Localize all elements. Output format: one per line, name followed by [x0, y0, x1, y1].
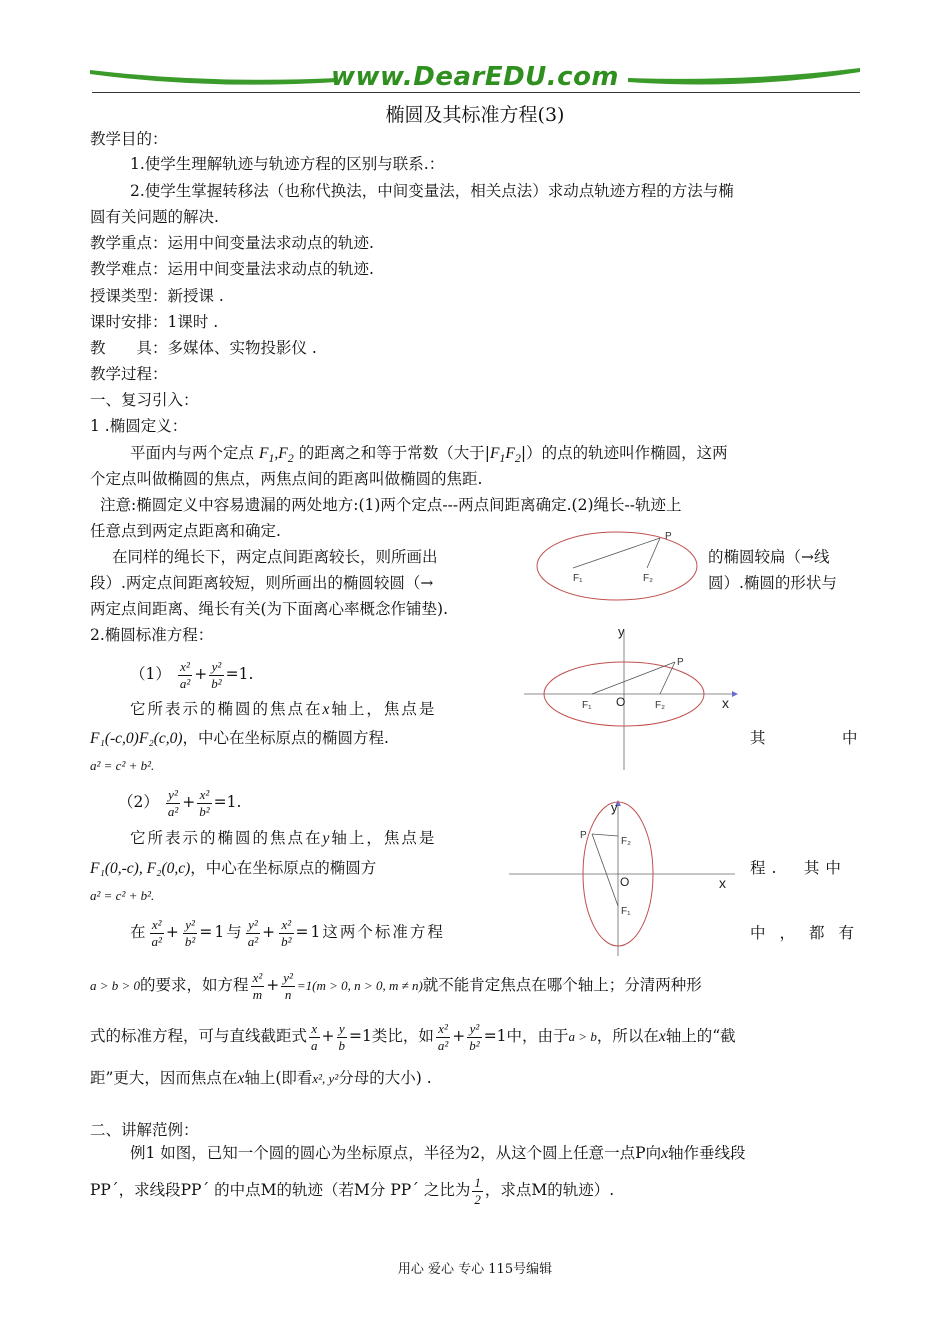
shape-line-3: 两定点间距离、绳长有关(为下面离心率概念作铺垫).: [90, 600, 449, 618]
page-title: 椭圆及其标准方程(3): [385, 104, 565, 126]
fig2-label-x: x: [722, 695, 729, 711]
site-logo[interactable]: www.DearEDU.com: [330, 62, 620, 92]
definition-heading: 1 .椭圆定义：: [90, 417, 188, 435]
eq2-tail: =1.: [213, 793, 242, 811]
ex1-axis-x: x: [661, 1145, 668, 1162]
req-a: a > b > 0: [90, 978, 141, 993]
dist-axis-x: x: [237, 1070, 245, 1087]
eq2-foci-line: [90, 856, 376, 881]
fig3-label-p: P: [580, 830, 587, 841]
eq2-label: （2）: [118, 793, 159, 811]
fig2-label-p: P: [677, 657, 684, 668]
shape-line-1b: 的椭圆较扁（→线: [708, 548, 830, 566]
both-frac-3: $\frac{\text{y²}}{\text{a²}}$: [247, 916, 259, 949]
fig1-label-f2: F₂: [643, 573, 653, 584]
objective-2a: 2.使学生掌握转移法（也称代换法，中间变量法，相关点法）求动点轨迹方程的方法与椭: [130, 182, 734, 200]
both-d: 中，都有: [750, 924, 869, 942]
intercept-axis-x: x: [658, 1028, 666, 1045]
def-text-c: |）的点的轨迹叫作椭圆，这两: [520, 444, 728, 462]
fig1-label-p: P: [665, 531, 672, 542]
fig2-label-f2: F₂: [655, 700, 665, 711]
equation-1: （1） $\frac{\text{x²}}{\text{a²}}$ + $\frac{\text{y²}}{\text{b²}}$ =1.: [130, 658, 254, 691]
shape-line-1a: 在同样的绳长下，两定点间距离较长，则所画出: [112, 548, 438, 566]
intercept-e: ，所以在: [596, 1027, 659, 1045]
def-foci-b: $F_1F_2$: [489, 445, 521, 466]
note-line-1: 注意:椭圆定义中容易遗漏的两处地方:(1)两个定点---两点间距离确定.(2)绳长--轨迹上: [100, 496, 682, 514]
eq1-description: [130, 697, 436, 722]
section-1-heading: 一、复习引入：: [90, 391, 199, 409]
eq2-relation: a² = c² + b².: [90, 888, 155, 903]
eq1-qi: 其: [750, 729, 766, 747]
eq1-label: （1）: [130, 665, 171, 683]
standard-equation-heading: 2.椭圆标准方程：: [90, 626, 214, 644]
ex1-a: 例1 如图，已知一个圆的圆心为坐标原点，半径为2，从这个圆上任意一点P向: [130, 1144, 662, 1162]
eq2-axis-y: y: [322, 830, 332, 847]
difficulty: 教学难点：运用中间变量法求动点的轨迹.: [90, 260, 374, 278]
eq2-description: [130, 826, 436, 851]
both-frac-2: $\frac{\text{y²}}{\text{b²}}$: [184, 916, 196, 949]
definition-line-2: 个定点叫做椭圆的焦点，两焦点间的距离叫做椭圆的焦距.: [90, 470, 483, 488]
key-point: 教学重点：运用中间变量法求动点的轨迹.: [90, 234, 374, 252]
shape-line-2a: 段）.两定点间距离较短，则所画出的椭圆较圆（→: [90, 574, 434, 592]
dist-d: 分母的大小) .: [338, 1069, 432, 1087]
req-frac-y: $\frac{\text{y²}}{n}$: [283, 969, 293, 1002]
ex1-b: 轴作垂线段: [667, 1144, 746, 1162]
both-frac-4: $\frac{\text{x²}}{\text{b²}}$: [281, 916, 292, 949]
req-frac-x: $\frac{\text{x²}}{m}$: [252, 969, 263, 1002]
fig3-label-f1: F₁: [621, 906, 631, 917]
req-c: =1(m > 0, n > 0, m ≠ n): [296, 978, 423, 993]
dist-b: 轴上(即看: [244, 1069, 313, 1087]
eq1-desc-a: 它所表示的椭圆的焦点在: [130, 700, 323, 718]
requirement-line: a > b > 0的要求，如方程 $\frac{\text{x²}}{m}$ + $\frac{\text{y²}}{n}$ =1(m > 0, n > 0, m ≠ n)就不能肯定焦点在哪个轴上；分清两种形: [90, 969, 702, 1002]
distance-line: [90, 1066, 432, 1091]
process-label: 教学过程：: [90, 365, 168, 383]
vertical-ellipse-figure: [505, 796, 745, 958]
intercept-frac-y2: $\frac{\text{y²}}{\text{b²}}$: [469, 1020, 480, 1053]
eq1-foci-line: [90, 726, 389, 751]
eq1-tail: =1.: [225, 665, 254, 683]
fig2-label-f1: F₁: [582, 700, 592, 711]
fig3-label-o: O: [620, 875, 630, 889]
intercept-f: 轴上的“截: [665, 1027, 736, 1045]
intercept-frac-x2: $\frac{\text{x²}}{\text{a²}}$: [437, 1020, 449, 1053]
eq2-frac-y: $\frac{\text{y²}}{\text{a²}}$: [167, 786, 179, 819]
eq1-frac-y: $\frac{\text{y²}}{\text{b²}}$: [211, 658, 222, 691]
ex1-frac-half: $\frac{1}{2}$: [474, 1174, 481, 1207]
eq1-foci: F₁(-c,0)F₂(c,0): [90, 730, 183, 747]
eq2-frac-x: $\frac{\text{x²}}{\text{b²}}$: [199, 786, 210, 819]
def-text-b: 的距离之和等于常数（大于|: [298, 444, 490, 462]
tools: 教 具：多媒体、实物投影仪 .: [90, 339, 317, 357]
site-header: [88, 60, 862, 96]
intercept-a: 式的标准方程，可与直线截距式: [90, 1027, 308, 1045]
fig2-label-o: O: [616, 695, 626, 709]
objective-2b: 圆有关问题的解决.: [90, 208, 219, 226]
horizontal-ellipse-figure: [520, 620, 740, 772]
header-rule: [92, 92, 860, 93]
example-1-line-2: [90, 1172, 614, 1208]
section-2-heading: 二、讲解范例：: [90, 1121, 199, 1139]
ex1-d: ，求点M的轨迹）.: [484, 1181, 615, 1199]
objective-1: 1.使学生理解轨迹与轨迹方程的区别与联系.：: [130, 155, 445, 173]
objectives-label: 教学目的：: [90, 130, 168, 148]
eq1-frac-x: $\frac{\text{x²}}{\text{a²}}$: [179, 658, 191, 691]
note-line-2: 任意点到两定点距离和确定.: [90, 522, 281, 540]
eq2-desc-a: 它所表示的椭圆的焦点在: [130, 829, 323, 847]
def-text-a: 平面内与两个定点: [130, 444, 255, 462]
both-a: 在: [130, 923, 148, 941]
intercept-frac-x: $\frac{x}{a}$: [311, 1020, 318, 1053]
eq2-foci: F₁(0,-c), F₂(0,c): [90, 860, 191, 877]
intercept-d: a > b: [568, 1029, 597, 1044]
eq2-cheng: 程. 其中: [750, 859, 847, 877]
both-frac-1: $\frac{\text{x²}}{\text{a²}}$: [151, 916, 162, 949]
intercept-b: =1类比，如: [349, 1027, 434, 1045]
intercept-frac-y: $\frac{y}{b}$: [338, 1020, 346, 1053]
intercept-line: 式的标准方程，可与直线截距式 $\frac{x}{a}$ + $\frac{y}{b}$ =1类比，如 $\frac{\text{x²}}{\text{a²}}$ + $\frac{\text{y²}}{\text{b²}}$ =1中，由于a > b，所以在x轴上的“截: [90, 1020, 736, 1053]
fig3-label-f2: F₂: [621, 836, 631, 847]
req-b: 的要求，如方程: [140, 976, 249, 994]
intercept-c: =1中，由于: [483, 1027, 569, 1045]
example-1-line-1: [130, 1141, 746, 1166]
lesson-type: 授课类型：新授课 .: [90, 287, 224, 305]
eq2-desc-b: 轴上，焦点是: [331, 829, 437, 847]
fig2-label-y: y: [618, 624, 625, 639]
hours: 课时安排：1课时 .: [90, 313, 219, 331]
definition-line-1: [130, 441, 728, 470]
dist-c: x², y²: [312, 1071, 339, 1086]
both-equations-line: 在 $\frac{\text{x²}}{\text{a²}}$ + $\frac{\text{y²}}{\text{b²}}$ =1与 $\frac{\text{y²}}{\text{a²}}$ + $\frac{\text{x²}}{\text{b²}}$ =1这两个标准方程: [130, 916, 445, 949]
page-footer: 用心 爱心 专心 115号编辑: [397, 1262, 553, 1277]
both-b: 与: [226, 923, 244, 941]
eq2-center: ，中心在坐标原点的椭圆方: [190, 859, 377, 877]
eq1-zhong: 中: [842, 729, 858, 747]
req-d: 就不能肯定焦点在哪个轴上；分清两种形: [422, 976, 702, 994]
shape-line-2b: 圆）.椭圆的形状与: [708, 574, 837, 592]
fig1-label-f1: F₁: [573, 573, 583, 584]
fig3-label-x: x: [719, 875, 726, 891]
both-c: 这两个标准方程: [322, 923, 445, 941]
eq1-center: ，中心在坐标原点的椭圆方程.: [182, 729, 389, 747]
eq1-axis-x: x: [322, 701, 332, 718]
fig3-label-y: y: [611, 800, 618, 815]
ellipse-definition-figure: [535, 528, 700, 603]
eq1-desc-b: 轴上，焦点是: [331, 700, 437, 718]
eq1-relation: a² = c² + b².: [90, 758, 155, 773]
equation-2: （2） $\frac{\text{y²}}{\text{a²}}$ + $\frac{\text{x²}}{\text{b²}}$ =1.: [118, 786, 242, 819]
def-foci-a: $F_1,F_2$: [258, 445, 294, 466]
dist-a: 距”更大，因而焦点在: [90, 1069, 238, 1087]
ex1-c: PP´，求线段PP´ 的中点M的轨迹（若M分 PP´ 之比为: [90, 1181, 471, 1199]
